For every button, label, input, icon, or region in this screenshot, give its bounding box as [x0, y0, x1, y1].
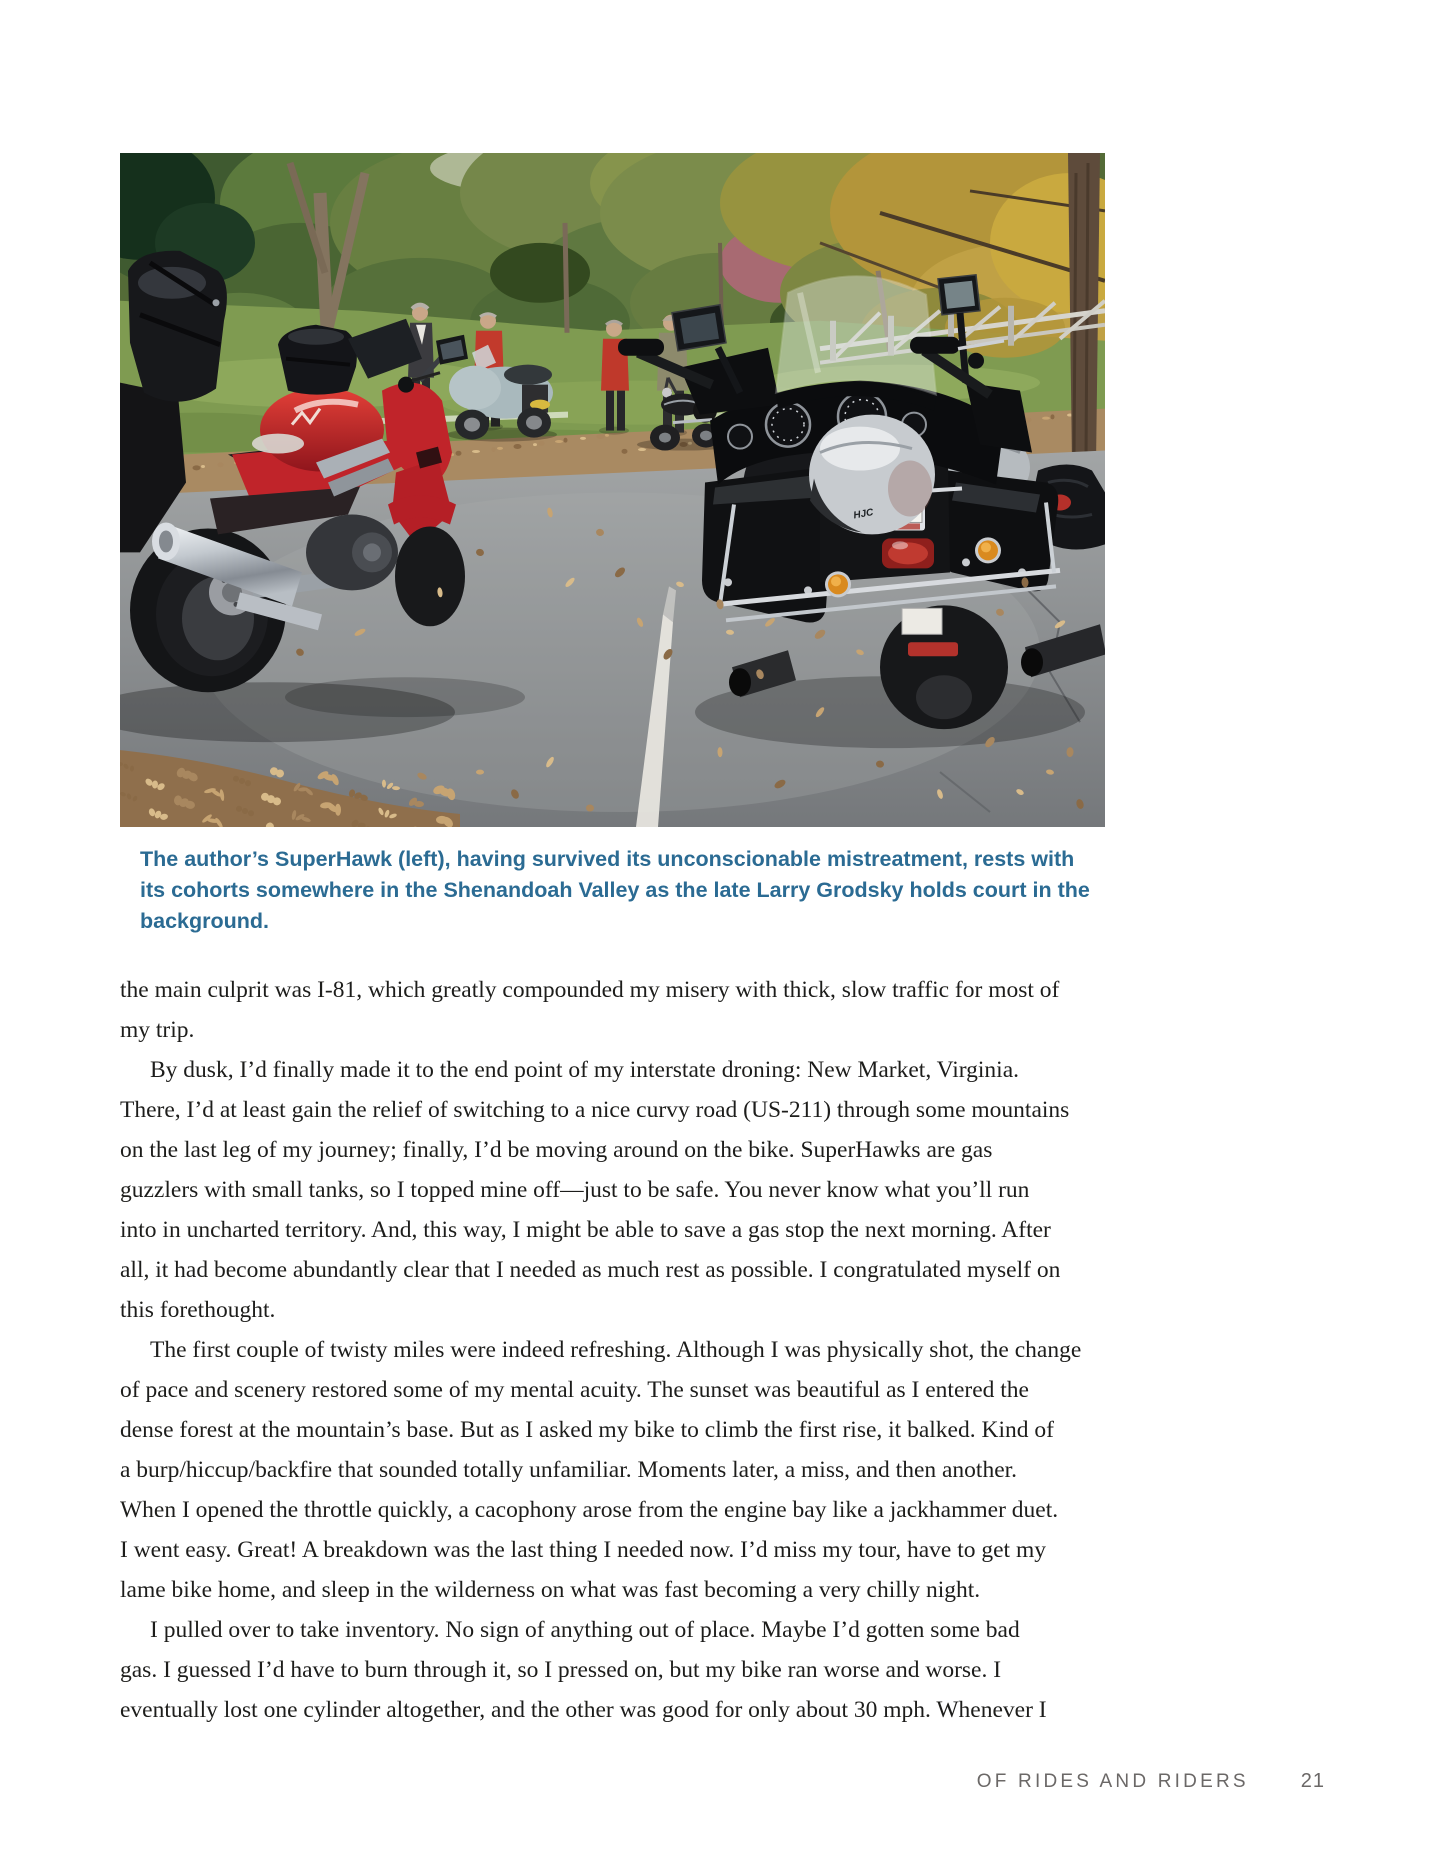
- body-line: the main culprit was I-81, which greatly compounded my misery with thick, slow traffic for most of: [120, 977, 1060, 1003]
- body-line: into in uncharted territory. And, this way, I might be able to save a gas stop the next morning. After: [120, 1217, 1051, 1243]
- body-line: By dusk, I’d finally made it to the end point of my interstate droning: New Market, Virginia.: [150, 1057, 1020, 1083]
- caption-line: its cohorts somewhere in the Shenandoah Valley as the late Larry Grodsky holds court in the: [140, 878, 1090, 902]
- body-line: this forethought.: [120, 1297, 276, 1323]
- photo-caption: [140, 844, 1120, 937]
- body-line: eventually lost one cylinder altogether, and the other was good for only about 30 mph. Whenever I: [120, 1697, 1047, 1723]
- body-line: all, it had become abundantly clear that I needed as much rest as possible. I congratulated myself on: [120, 1257, 1061, 1283]
- body-line: The first couple of twisty miles were indeed refreshing. Although I was physically shot, the change: [150, 1337, 1082, 1363]
- caption-line: background.: [140, 909, 270, 933]
- caption-line: The author’s SuperHawk (left), having survived its unconscionable mistreatment, rests with: [140, 847, 1075, 871]
- body-line: of pace and scenery restored some of my mental acuity. The sunset was beautiful as I entered the: [120, 1377, 1029, 1403]
- photo: [120, 153, 1105, 827]
- running-title: OF RIDES AND RIDERS: [976, 1771, 1249, 1792]
- gloves-on-tank: [252, 434, 304, 454]
- body-line: gas. I guessed I’d have to burn through it, so I pressed on, but my bike ran worse and worse. I: [120, 1657, 1002, 1683]
- taillight: [882, 538, 934, 568]
- body-line: guzzlers with small tanks, so I topped mine off—just to be safe. You never know what you’ll run: [120, 1177, 1030, 1203]
- body-line: dense forest at the mountain’s base. But as I asked my bike to climb the first rise, it balked. Kind of: [120, 1417, 1054, 1443]
- tail-bag: [128, 251, 227, 402]
- page-number: 21: [1300, 1770, 1325, 1792]
- body-line: There, I’d at least gain the relief of switching to a nice curvy road (US-211) through some mountains: [120, 1097, 1070, 1123]
- tank-bag: [278, 325, 357, 395]
- helmet-brand-text: HJC: [852, 507, 875, 522]
- front-wheel: [395, 526, 465, 626]
- photo-scene: [120, 153, 1105, 827]
- engine: [306, 514, 398, 590]
- body-line: When I opened the throttle quickly, a cacophony arose from the engine bay like a jackhammer duet.: [120, 1497, 1059, 1523]
- body-line: I went easy. Great! A breakdown was the last thing I needed now. I’d miss my tour, have to get my: [120, 1537, 1046, 1563]
- body-line: a burp/hiccup/backfire that sounded totally unfamiliar. Moments later, a miss, and then another.: [120, 1457, 1018, 1483]
- body-line: I pulled over to take inventory. No sign of anything out of place. Maybe I’d gotten some bad: [150, 1617, 1020, 1643]
- body-line: my trip.: [120, 1017, 195, 1043]
- body-text: [120, 970, 1335, 1730]
- body-line: on the last leg of my journey; finally, I’d be moving around on the bike. SuperHawks are gas: [120, 1137, 993, 1163]
- body-line: lame bike home, and sleep in the wilderness on what was fast becoming a very chilly night.: [120, 1577, 981, 1603]
- page-footer: [120, 1770, 1325, 1793]
- helmet: [809, 415, 935, 535]
